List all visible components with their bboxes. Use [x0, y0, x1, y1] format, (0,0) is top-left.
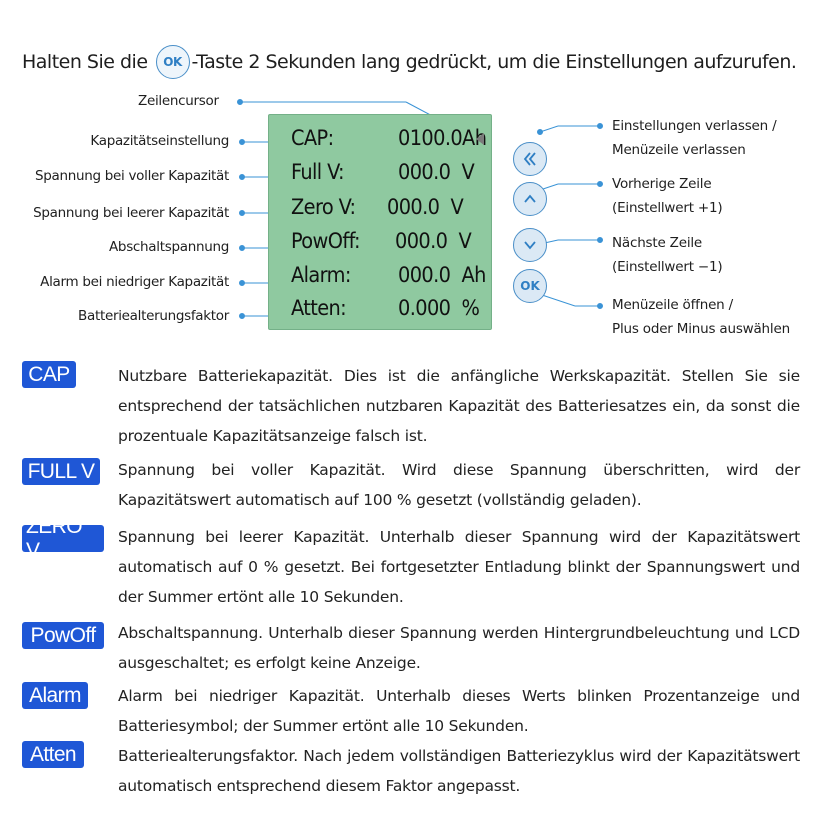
lcd-row-value: 000.0 V: [395, 229, 472, 254]
header-prefix: Halten Sie die: [22, 51, 148, 73]
down-desc-line1: Nächste Zeile: [612, 235, 703, 251]
label-poweroff-voltage: Abschaltspannung: [108, 239, 229, 255]
chevron-down-icon: [522, 237, 538, 253]
lcd-row-label: Atten:: [291, 296, 347, 321]
exit-desc-line2: Menüzeile verlassen: [612, 142, 746, 158]
badge-cap: CAP: [22, 361, 76, 388]
ok-button-desc: [612, 293, 790, 341]
ok-desc-line1: Menüzeile öffnen /: [612, 297, 733, 313]
badge-full-v: FULL V: [22, 458, 100, 485]
lcd-row-label: Zero V:: [291, 195, 356, 220]
lcd-row-value: 000.0 Ah: [398, 263, 486, 288]
label-full-voltage: Spannung bei voller Kapazität: [34, 168, 229, 184]
up-button-desc: [612, 172, 723, 220]
ok-desc-line2: Plus oder Minus auswählen: [612, 321, 790, 337]
badge-alarm: Alarm: [22, 682, 88, 709]
lcd-display: [268, 114, 492, 330]
label-row-cursor: Zeilencursor: [138, 93, 219, 109]
down-desc-line2: (Einstellwert −1): [612, 259, 723, 275]
lcd-row-value: 000.0 V: [398, 160, 475, 185]
down-button[interactable]: [513, 228, 547, 262]
chevron-up-icon: [522, 191, 538, 207]
up-desc-line1: Vorherige Zeile: [612, 176, 712, 192]
lcd-row-label: Full V:: [291, 160, 344, 185]
ok-button[interactable]: OK: [513, 269, 547, 303]
lcd-row-value: 0.000 %: [398, 296, 480, 321]
down-button-desc: [612, 231, 723, 279]
row-cursor-icon: [476, 133, 484, 145]
desc-full-v: Spannung bei voller Kapazität. Wird diese Spannung überschritten, wird der Kapazitätswert automatisch auf 100 % gesetzt (vollständig geladen).: [118, 461, 800, 509]
badge-powoff: PowOff: [22, 622, 104, 649]
up-desc-line2: (Einstellwert +1): [612, 200, 723, 216]
header-suffix: -Taste 2 Sekunden lang gedrückt, um die Einstellungen aufzurufen.: [191, 51, 797, 73]
lcd-row-label: PowOff:: [291, 229, 360, 254]
badge-atten: Atten: [22, 741, 84, 768]
up-button[interactable]: [513, 182, 547, 216]
lcd-row-value: 000.0 V: [387, 195, 464, 220]
exit-button[interactable]: [513, 142, 547, 176]
badge-zero-v: ZERO V: [22, 525, 104, 552]
label-zero-voltage: Spannung bei leerer Kapazität: [33, 205, 229, 221]
desc-powoff: Abschaltspannung. Unterhalb dieser Spannung werden Hintergrundbeleuchtung und LCD ausgeschaltet; es erfolgt keine Anzeige.: [118, 624, 800, 672]
desc-cap: Nutzbare Batteriekapazität. Dies ist die anfängliche Werkskapazität. Stellen Sie sie entsprechend der tatsächlichen nutzbaren Kapazität des Batteriesatzes ein, da sonst die prozentuale Kapazitätsanzeige falsch ist.: [118, 367, 800, 445]
lcd-row-label: CAP:: [291, 126, 334, 151]
label-capacity-setting: Kapazitätseinstellung: [90, 133, 229, 149]
label-low-capacity-alarm: Alarm bei niedriger Kapazität: [40, 274, 229, 290]
desc-alarm: Alarm bei niedriger Kapazität. Unterhalb dieses Werts blinken Prozentanzeige und Batteriesymbol; der Summer ertönt alle 10 Sekunden.: [118, 687, 800, 735]
desc-zero-v: Spannung bei leerer Kapazität. Unterhalb dieser Spannung wird der Kapazitätswert automatisch auf 0 % gesetzt. Bei fortgesetzter Entladung blinkt der Spannungswert und der Summer ertönt alle 10 Sekunden.: [118, 528, 800, 606]
ok-button-icon: OK: [156, 45, 190, 79]
label-aging-factor: Batteriealterungsfaktor: [78, 308, 229, 324]
desc-atten: Batteriealterungsfaktor. Nach jedem vollständigen Batteriezyklus wird der Kapazitätswert automatisch entsprechend diesem Faktor angepasst.: [118, 747, 800, 795]
lcd-row-label: Alarm:: [291, 263, 351, 288]
double-chevron-left-icon: [522, 151, 538, 167]
exit-button-desc: [612, 114, 776, 162]
exit-desc-line1: Einstellungen verlassen /: [612, 118, 777, 134]
lcd-row-value: 0100.0Ah: [398, 126, 487, 151]
